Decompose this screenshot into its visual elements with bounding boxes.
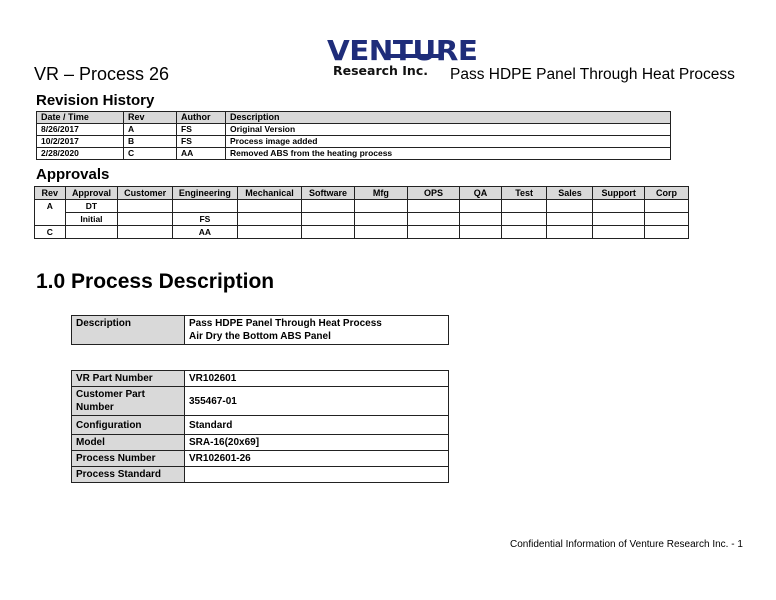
table-cell xyxy=(173,200,238,213)
table-cell xyxy=(118,226,173,239)
process-number-label: Process Number xyxy=(72,451,185,467)
table-cell xyxy=(407,200,459,213)
table-row xyxy=(37,136,671,148)
table-row xyxy=(72,371,449,387)
page-footer: Confidential Information of Venture Research Inc. - 1 xyxy=(510,539,743,550)
table-cell: 10/2/2017 xyxy=(37,136,124,148)
table-header-row xyxy=(37,112,671,124)
process-description-heading: 1.0 Process Description xyxy=(36,270,275,293)
logo-venture-text: VENTURE xyxy=(327,34,478,67)
model-label: Model xyxy=(72,435,185,451)
table-cell xyxy=(547,200,593,213)
table-cell xyxy=(118,213,173,226)
table-cell xyxy=(501,200,547,213)
table-row xyxy=(35,200,689,213)
table-cell xyxy=(644,200,688,213)
column-header: Sales xyxy=(547,187,593,200)
table-cell: A xyxy=(35,200,66,226)
column-header: Mfg xyxy=(354,187,407,200)
table-cell xyxy=(302,226,355,239)
table-cell: DT xyxy=(65,200,118,213)
process-standard-value xyxy=(185,467,449,483)
table-cell xyxy=(302,213,355,226)
configuration-label: Configuration xyxy=(72,416,185,435)
revision-history-table xyxy=(36,111,671,160)
column-header: Approval xyxy=(65,187,118,200)
table-cell xyxy=(407,226,459,239)
table-row xyxy=(35,226,689,239)
approvals-table xyxy=(34,186,689,239)
table-cell: Process image added xyxy=(226,136,671,148)
table-header-row xyxy=(35,187,689,200)
table-cell: AA xyxy=(173,226,238,239)
table-cell xyxy=(547,213,593,226)
table-cell xyxy=(237,226,302,239)
process-number-value: VR102601-26 xyxy=(185,451,449,467)
vr-part-number-value: VR102601 xyxy=(185,371,449,387)
table-cell: 8/26/2017 xyxy=(37,124,124,136)
revision-history-heading: Revision History xyxy=(36,92,155,109)
configuration-value: Standard xyxy=(185,416,449,435)
column-header: Author xyxy=(177,112,226,124)
table-cell xyxy=(501,213,547,226)
table-cell: 2/28/2020 xyxy=(37,148,124,160)
table-cell: Removed ABS from the heating process xyxy=(226,148,671,160)
table-row xyxy=(72,467,449,483)
table-row xyxy=(72,416,449,435)
table-cell: A xyxy=(124,124,177,136)
description-table xyxy=(71,315,449,345)
table-cell xyxy=(354,200,407,213)
vr-part-number-label: VR Part Number xyxy=(72,371,185,387)
table-cell: Original Version xyxy=(226,124,671,136)
table-cell: FS xyxy=(177,136,226,148)
description-line-1: Pass HDPE Panel Through Heat Process xyxy=(189,318,382,329)
table-cell xyxy=(237,200,302,213)
description-label: Description xyxy=(72,316,185,345)
column-header: OPS xyxy=(407,187,459,200)
column-header: Rev xyxy=(124,112,177,124)
column-header: Rev xyxy=(35,187,66,200)
table-cell xyxy=(593,226,644,239)
column-header: QA xyxy=(460,187,502,200)
table-row xyxy=(37,148,671,160)
table-row xyxy=(72,451,449,467)
table-cell xyxy=(644,226,688,239)
column-header: Description xyxy=(226,112,671,124)
table-cell xyxy=(501,226,547,239)
table-row xyxy=(72,316,449,345)
document-subtitle: Pass HDPE Panel Through Heat Process xyxy=(450,66,735,83)
table-cell: B xyxy=(124,136,177,148)
table-cell xyxy=(593,200,644,213)
model-value: SRA-16(20x69] xyxy=(185,435,449,451)
table-cell xyxy=(354,226,407,239)
table-cell xyxy=(65,226,118,239)
column-header: Test xyxy=(501,187,547,200)
table-row xyxy=(72,387,449,416)
table-cell: FS xyxy=(177,124,226,136)
company-logo xyxy=(327,34,478,84)
table-cell xyxy=(460,226,502,239)
table-cell xyxy=(237,213,302,226)
column-header: Mechanical xyxy=(237,187,302,200)
document-title: VR – Process 26 xyxy=(34,64,170,84)
table-cell xyxy=(460,213,502,226)
approvals-heading: Approvals xyxy=(36,166,110,183)
column-header: Software xyxy=(302,187,355,200)
table-cell: C xyxy=(124,148,177,160)
column-header: Date / Time xyxy=(37,112,124,124)
table-row xyxy=(72,435,449,451)
table-cell: C xyxy=(35,226,66,239)
table-row xyxy=(35,213,689,226)
table-cell xyxy=(118,200,173,213)
customer-part-number-value: 355467-01 xyxy=(185,387,449,416)
table-cell xyxy=(547,226,593,239)
table-cell: AA xyxy=(177,148,226,160)
description-value xyxy=(185,316,449,345)
column-header: Engineering xyxy=(173,187,238,200)
process-standard-label: Process Standard xyxy=(72,467,185,483)
customer-part-number-label: Customer Part Number xyxy=(72,387,185,416)
table-cell xyxy=(644,213,688,226)
column-header: Corp xyxy=(644,187,688,200)
column-header: Customer xyxy=(118,187,173,200)
table-cell xyxy=(302,200,355,213)
table-cell xyxy=(593,213,644,226)
table-cell xyxy=(460,200,502,213)
table-cell xyxy=(354,213,407,226)
process-info-table xyxy=(71,370,449,483)
table-cell xyxy=(407,213,459,226)
table-row xyxy=(37,124,671,136)
column-header: Support xyxy=(593,187,644,200)
table-cell: Initial xyxy=(65,213,118,226)
logo-research-text: Research Inc. xyxy=(333,63,428,78)
description-line-2: Air Dry the Bottom ABS Panel xyxy=(189,331,331,342)
table-cell: FS xyxy=(173,213,238,226)
